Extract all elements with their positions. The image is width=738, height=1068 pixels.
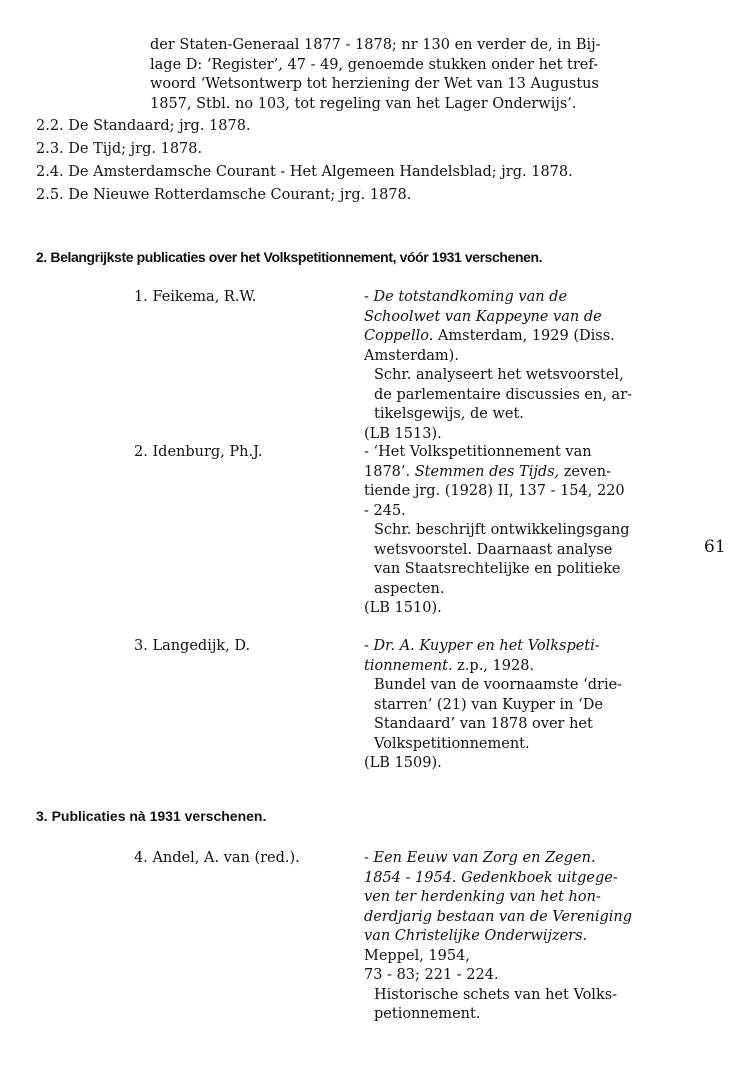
source-list — [36, 117, 636, 209]
entry-publication-line: Amsterdam). — [364, 347, 459, 364]
entry-note-line: tikelsgewijs, de wet. — [374, 406, 524, 422]
source-item: 2.4. De Amsterdamsche Courant - Het Algemeen Handelsblad; jrg. 1878. — [36, 164, 573, 180]
entry-author: 2. Idenburg, Ph.J. — [134, 444, 263, 460]
entry-title-end: 1878’. — [364, 463, 415, 480]
entry-reference: (LB 1513). — [364, 425, 442, 442]
entry-title-line: - De totstandkoming van de — [364, 289, 568, 305]
entry-title-line: - Een Eeuw van Zorg en Zegen. — [364, 850, 596, 866]
entry-author: 1. Feikema, R.W. — [134, 289, 257, 305]
entry-title-line: derdjarig bestaan van de Vereniging — [364, 908, 633, 925]
entry-publication-line: tiende jrg. (1928) II, 137 - 154, 220 — [364, 483, 625, 499]
entry-journal: Stemmen des Tijds, — [414, 463, 560, 480]
entry-reference: (LB 1509). — [364, 755, 442, 771]
entry-note-line: aspecten. — [374, 580, 445, 597]
page-number: 61 — [704, 537, 726, 557]
entry-publication: zeven- — [559, 463, 611, 480]
intro-line: woord ‘Wetsontwerp tot herziening der Wet van 13 Augustus — [150, 76, 599, 92]
entry-note-line: Bundel van de voornaamste ‘drie- — [374, 677, 623, 693]
entry-author: 3. Langedijk, D. — [134, 638, 251, 654]
entry-publication: Amsterdam, 1929 (Diss. — [433, 328, 615, 344]
entry-publication-line: - 245. — [364, 502, 406, 519]
source-item: 2.5. De Nieuwe Rotterdamsche Courant; jrg. 1878. — [36, 187, 412, 203]
entry-note-line: Standaard’ van 1878 over het — [374, 716, 593, 732]
entry-note-line: van Staatsrechtelijke en politieke — [374, 561, 621, 577]
entry-note-line: Volkspetitionnement. — [374, 735, 530, 752]
entry-description — [364, 637, 644, 774]
entry-title-end: tionnement. — [364, 657, 453, 674]
entry-title-line: - Dr. A. Kuyper en het Volkspeti- — [364, 638, 600, 654]
entry-description — [364, 288, 644, 444]
entry-title-line: 1854 - 1954. Gedenkboek uitgege- — [364, 869, 618, 886]
entry-note-line: wetsvoorstel. Daarnaast analyse — [374, 541, 613, 558]
entry-note-line: starren’ (21) van Kuyper in ‘De — [374, 696, 603, 713]
section-heading-2: 2. Belangrijkste publicaties over het Volkspetitionnement, vóór 1931 verschenen. — [36, 249, 543, 265]
entry-title-line: ven ter herdenking van het hon- — [364, 889, 601, 905]
entry-publication-line: Meppel, 1954, — [364, 947, 470, 964]
intro-line: der Staten-Generaal 1877 - 1878; nr 130 en verder de, in Bij- — [150, 37, 601, 53]
entry-reference: (LB 1510). — [364, 600, 442, 616]
entry-author: 4. Andel, A. van (red.). — [134, 850, 300, 866]
entry-description — [364, 443, 644, 619]
entry-publication-line: 73 - 83; 221 - 224. — [364, 967, 499, 983]
entry-title-end: Coppello. — [364, 328, 434, 344]
entry-note-line: petionnement. — [374, 1006, 481, 1022]
intro-paragraph — [150, 36, 644, 114]
entry-note-line: de parlementaire discussies en, ar- — [374, 386, 633, 403]
entry-note-line: Schr. analyseert het wetsvoorstel, — [374, 367, 624, 383]
intro-line: 1857, Stbl. no 103, tot regeling van het Lager Onderwijs’. — [150, 95, 577, 112]
section-heading-3: 3. Publicaties nà 1931 verschenen. — [36, 808, 267, 824]
entry-title-line: van Christelijke Onderwijzers. — [364, 928, 588, 944]
intro-line: lage D: ‘Register’, 47 - 49, genoemde stukken onder het tref- — [150, 56, 599, 73]
entry-note-line: Historische schets van het Volks- — [374, 986, 618, 1003]
entry-title-line: - ‘Het Volkspetitionnement van — [364, 444, 592, 460]
entry-publication: z.p., 1928. — [452, 657, 535, 674]
entry-note-line: Schr. beschrijft ontwikkelingsgang — [374, 522, 630, 538]
source-item: 2.3. De Tijd; jrg. 1878. — [36, 141, 203, 157]
entry-description — [364, 849, 644, 1025]
entry-title-line: Schoolwet van Kappeyne van de — [364, 308, 602, 325]
source-item: 2.2. De Standaard; jrg. 1878. — [36, 118, 251, 134]
